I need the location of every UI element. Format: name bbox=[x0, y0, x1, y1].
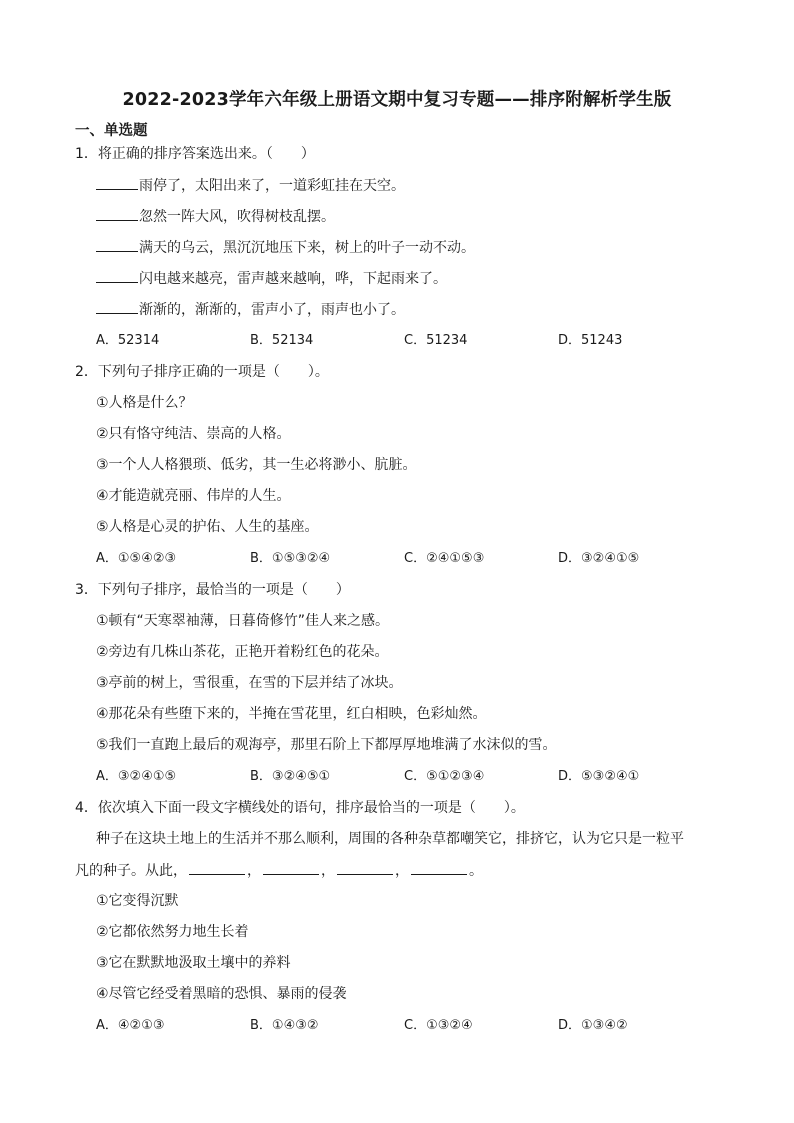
question-1-line: 忽然一阵大风，吹得树枝乱摆。 bbox=[96, 206, 335, 227]
option-b[interactable]: B．①⑤③②④ bbox=[250, 551, 331, 566]
question-2-stem: 2．下列句子排序正确的一项是（ ）。 bbox=[75, 364, 329, 380]
option-b[interactable]: B．③②④⑤① bbox=[250, 769, 331, 784]
option-d[interactable]: D．①③④② bbox=[558, 1018, 628, 1033]
question-3-sentence: ②旁边有几株山茶花，正艳开着粉红色的花朵。 bbox=[96, 644, 389, 660]
section-heading: 一、单选题 bbox=[75, 123, 148, 139]
answer-blank bbox=[96, 175, 138, 190]
option-d[interactable]: D．③②④①⑤ bbox=[558, 551, 640, 566]
option-c[interactable]: C．②④①⑤③ bbox=[404, 551, 485, 566]
question-1-line: 雨停了，太阳出来了，一道彩虹挂在天空。 bbox=[96, 175, 405, 196]
option-c[interactable]: C．51234 bbox=[404, 333, 468, 348]
option-a[interactable]: A．④②①③ bbox=[96, 1018, 165, 1033]
question-1-stem: 1．将正确的排序答案选出来。（ ） bbox=[75, 146, 315, 162]
question-3-sentence: ⑤我们一直跑上最后的观海亭，那里石阶上下都厚厚地堆满了水沫似的雪。 bbox=[96, 737, 557, 753]
option-c[interactable]: C．①③②④ bbox=[404, 1018, 473, 1033]
fill-blank[interactable] bbox=[337, 860, 393, 875]
question-2-sentence: ①人格是什么？ bbox=[96, 395, 193, 411]
question-2-sentence: ⑤人格是心灵的护佑、人生的基座。 bbox=[96, 519, 319, 535]
option-a[interactable]: A．52314 bbox=[96, 333, 160, 348]
question-3-sentence: ④那花朵有些堕下来的，半掩在雪花里，红白相映，色彩灿然。 bbox=[96, 706, 487, 722]
fill-blank[interactable] bbox=[263, 860, 319, 875]
option-b[interactable]: B．①④③② bbox=[250, 1018, 319, 1033]
fill-blank[interactable] bbox=[189, 860, 245, 875]
question-2-sentence: ④才能造就亮丽、伟岸的人生。 bbox=[96, 488, 291, 504]
question-4-phrase: ②它都依然努力地生长着 bbox=[96, 924, 249, 940]
document-title: 2022-2023学年六年级上册语文期中复习专题——排序附解析学生版 bbox=[122, 90, 672, 110]
fill-blank[interactable] bbox=[411, 860, 467, 875]
question-2-sentence: ③一个人人格猥琐、低劣，其一生必将渺小、肮脏。 bbox=[96, 457, 417, 473]
question-1-line: 满天的乌云，黑沉沉地压下来，树上的叶子一动不动。 bbox=[96, 237, 475, 258]
question-3-stem: 3．下列句子排序，最恰当的一项是（ ） bbox=[75, 582, 350, 598]
question-3-sentence: ①顿有“天寒翠袖薄，日暮倚修竹”佳人来之感。 bbox=[96, 613, 390, 629]
question-4-passage-continued: 凡的种子。从此， ， ， ， 。 bbox=[75, 860, 483, 881]
question-4-phrase: ③它在默默地汲取土壤中的养料 bbox=[96, 955, 291, 971]
question-1-line: 闪电越来越亮，雷声越来越响，哗，下起雨来了。 bbox=[96, 268, 447, 289]
answer-blank bbox=[96, 206, 138, 221]
option-a[interactable]: A．①⑤④②③ bbox=[96, 551, 177, 566]
option-c[interactable]: C．⑤①②③④ bbox=[404, 769, 485, 784]
question-4-passage: 种子在这块土地上的生活并不那么顺利，周围的各种杂草都嘲笑它，排挤它，认为它只是一粒平 bbox=[96, 831, 684, 847]
question-4-phrase: ①它变得沉默 bbox=[96, 893, 179, 909]
question-1-line: 渐渐的，渐渐的，雷声小了，雨声也小了。 bbox=[96, 299, 405, 320]
option-a[interactable]: A．③②④①⑤ bbox=[96, 769, 177, 784]
answer-blank bbox=[96, 237, 138, 252]
option-d[interactable]: D．⑤③②④① bbox=[558, 769, 640, 784]
answer-blank bbox=[96, 299, 138, 314]
answer-blank bbox=[96, 268, 138, 283]
option-d[interactable]: D．51243 bbox=[558, 333, 623, 348]
question-4-phrase: ④尽管它经受着黑暗的恐惧、暴雨的侵袭 bbox=[96, 986, 347, 1002]
question-3-sentence: ③亭前的树上，雪很重，在雪的下层并结了冰块。 bbox=[96, 675, 403, 691]
question-2-sentence: ②只有恪守纯洁、崇高的人格。 bbox=[96, 426, 291, 442]
question-4-stem: 4．依次填入下面一段文字横线处的语句，排序最恰当的一项是（ ）。 bbox=[75, 800, 525, 816]
option-b[interactable]: B．52134 bbox=[250, 333, 314, 348]
